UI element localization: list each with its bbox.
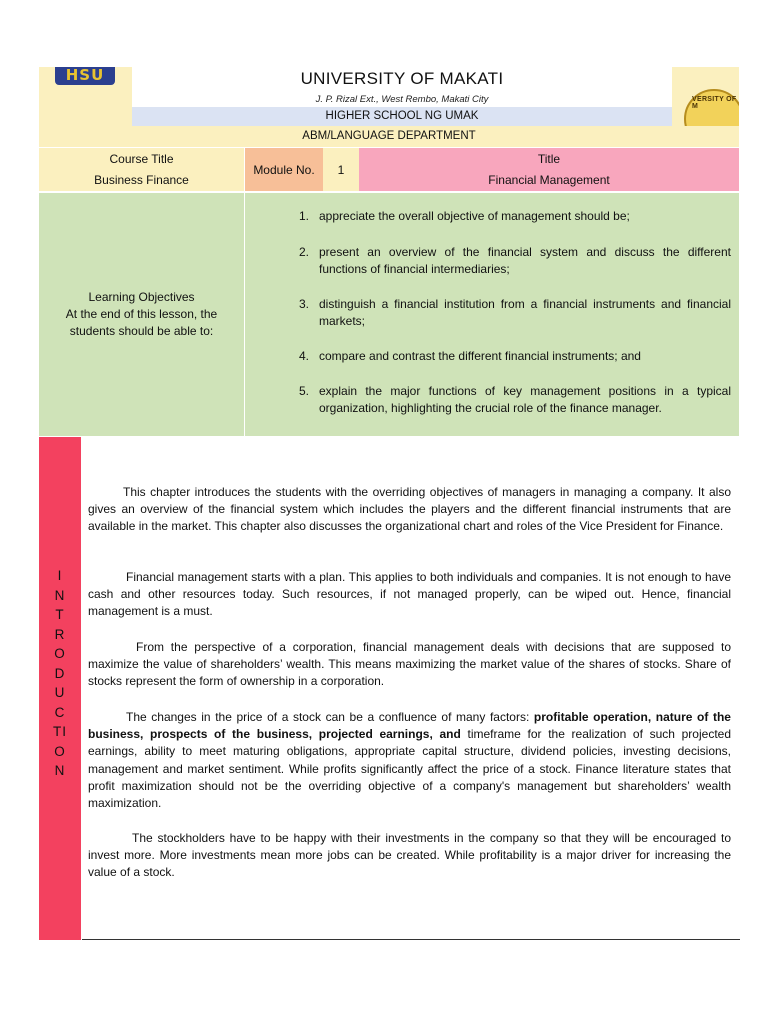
intro-paragraph: Financial management starts with a plan. This applies to both individuals and companies. It is not enough to have cash and other resources today. Such resources, if not managed properly, can be wiped out. Hence, financial management is a must. — [88, 570, 731, 619]
objectives-list — [245, 208, 739, 417]
course-title-value: Business Finance — [39, 169, 244, 191]
item-number: 2. — [298, 245, 309, 259]
item-number: 5. — [298, 384, 309, 398]
learning-objectives-heading: Learning Objectives — [88, 290, 195, 304]
item-text: explain the major functions of key management positions in a typical organization, highlighting the crucial role of the finance manager. — [319, 384, 731, 415]
item-text: distinguish a financial institution from a financial instruments and financial markets; — [319, 297, 731, 328]
intro-paragraph: From the perspective of a corporation, financial management deals with decisions that are supposed to maximize the value of shareholders’ wealth. This means maximizing the market value of the shares of stocks. Share of stocks represent the form of ownership in a corporation. — [88, 640, 731, 689]
side-letter: U — [54, 685, 66, 700]
item-number: 4. — [298, 349, 309, 363]
school-logo-left — [39, 67, 132, 126]
university-logo-right — [672, 67, 739, 126]
side-letter: I — [57, 568, 63, 583]
module-label: Module No. — [245, 148, 323, 191]
side-letter: O — [54, 646, 66, 661]
learning-objectives-intro: At the end of this lesson, the students should be able to: — [65, 307, 218, 338]
school-name: HIGHER SCHOOL NG UMAK — [132, 107, 672, 126]
learning-objectives-heading-cell — [39, 193, 244, 436]
item-number: 3. — [298, 297, 309, 311]
hsu-seal-icon: HSU — [55, 67, 115, 85]
list-item — [245, 383, 739, 417]
module-number: 1 — [323, 148, 359, 191]
university-address: J. P. Rizal Ext., West Rembo, Makati City — [315, 94, 489, 105]
department-name: ABM/LANGUAGE DEPARTMENT — [39, 126, 739, 147]
university-seal-icon: VERSITY OF M — [684, 89, 739, 126]
item-text: present an overview of the financial system and discuss the different functions of financial intermediaries; — [319, 245, 731, 276]
side-letter: TI — [53, 724, 67, 739]
university-name: UNIVERSITY OF MAKATI — [300, 69, 504, 88]
title-label: Title — [359, 148, 739, 169]
item-text: compare and contrast the different financial instruments; and — [319, 349, 641, 363]
course-title-label: Course Title — [39, 148, 244, 169]
emphasis-text: profitable operation, nature of the business, prospects of the business, projected earnings, and — [88, 710, 731, 742]
side-letter: O — [54, 743, 66, 759]
side-letter: D — [54, 665, 66, 681]
list-item — [245, 296, 739, 330]
item-number: 1. — [298, 209, 309, 223]
intro-paragraph: This chapter introduces the students with the overriding objectives of managers in managing a company. It also gives an overview of the financial system which includes the players and the different financial instruments that are available in the market. This chapter also discusses the organizational chart and roles of the Vice President for Finance. — [88, 485, 731, 534]
side-letter: R — [54, 626, 66, 642]
side-letter: C — [54, 704, 66, 720]
list-item — [245, 208, 739, 225]
side-letter: N — [54, 763, 66, 778]
list-item — [245, 244, 739, 278]
side-letter: T — [55, 607, 65, 622]
introduction-vertical-label — [39, 566, 81, 781]
intro-paragraph: The changes in the price of a stock can be a confluence of many factors: profitable operation, nature of the business, prospects of the business, projected earnings, and timeframe for the realization of such projected earnings, ability to meet maturing obligations, appropriate capital structure, dividend policies, investing decisions, management and market sentiment. While profits significantly affect the price of a stock. Finance literature states that profit maximization should not be the overriding objective of a company's management but shareholders’ wealth maximization. — [88, 710, 732, 811]
side-letter: N — [54, 587, 66, 603]
list-item — [245, 348, 739, 365]
title-value: Financial Management — [359, 169, 739, 191]
item-text: appreciate the overall objective of management should be; — [319, 209, 630, 223]
intro-paragraph: The stockholders have to be happy with their investments in the company so that they will be encouraged to invest more. More investments mean more jobs can be created. While profitability is a major driver for increasing the value of a stock. — [88, 831, 731, 880]
bottom-divider — [82, 939, 740, 940]
